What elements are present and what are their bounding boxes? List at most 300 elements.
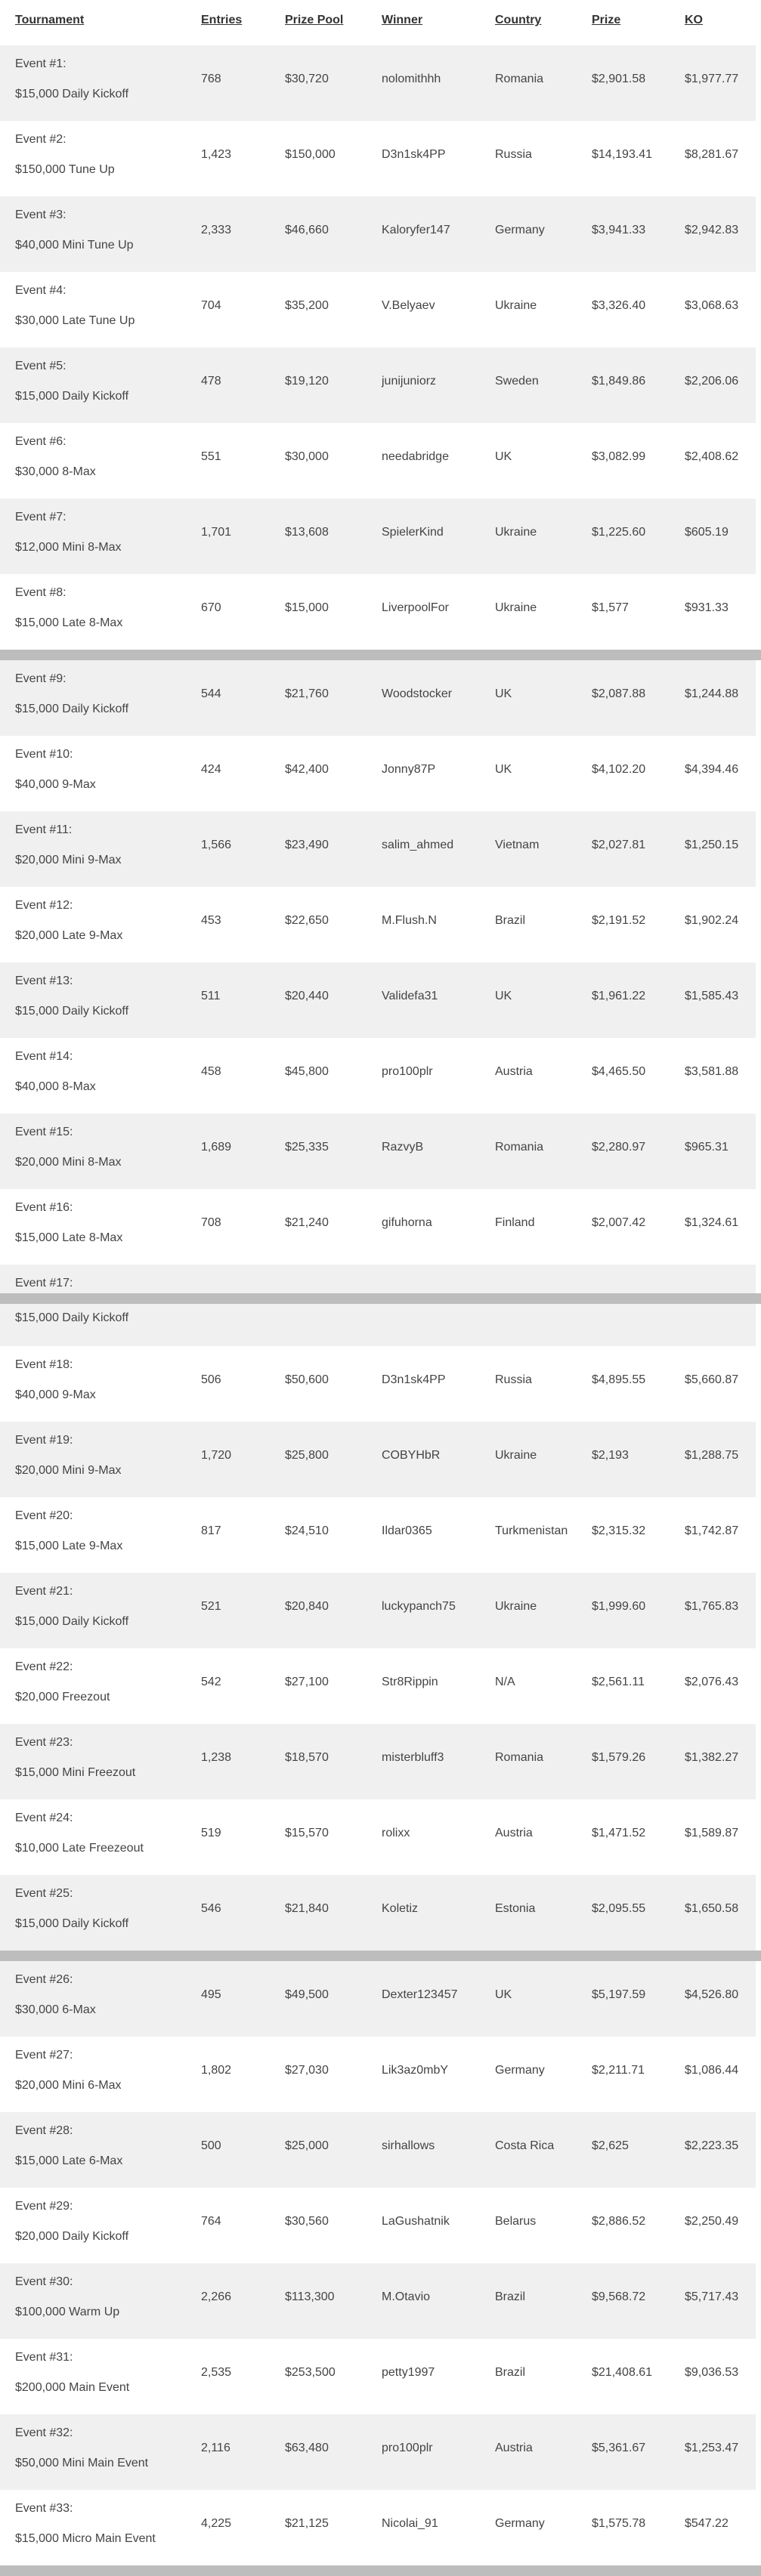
- prize-cell: $14,193.41: [592, 148, 653, 161]
- winner-cell: M.Flush.N: [382, 914, 437, 927]
- winner-cell: junijuniorz: [382, 375, 437, 388]
- country-cell: Germany: [495, 2064, 545, 2077]
- prize-cell: $3,941.33: [592, 224, 646, 236]
- header-country: Country: [495, 14, 542, 26]
- prize-pool-cell: $25,800: [285, 1449, 329, 1462]
- country-cell: Germany: [495, 2517, 545, 2530]
- table-row: [0, 1573, 756, 1648]
- entries-cell: 1,802: [201, 2064, 232, 2077]
- ko-cell: $931.33: [685, 601, 729, 614]
- prize-pool-cell: $21,125: [285, 2517, 329, 2530]
- tournament-name: $15,000 Daily Kickoff: [15, 1615, 129, 1628]
- tournament-name: $20,000 Mini 9-Max: [15, 854, 122, 866]
- event-number: Event #7:: [15, 511, 67, 524]
- header-tournament: Tournament: [15, 14, 85, 26]
- tournament-name: $10,000 Late Freezeout: [15, 1842, 144, 1855]
- table-row: [0, 1799, 756, 1875]
- tournament-name: $15,000 Daily Kickoff: [15, 390, 129, 403]
- tournament-name: $15,000 Late 8-Max: [15, 616, 123, 629]
- prize-cell: $2,561.11: [592, 1676, 645, 1688]
- prize-cell: $3,082.99: [592, 450, 646, 463]
- winner-cell: Woodstocker: [382, 687, 453, 700]
- winner-cell: Ildar0365: [382, 1524, 432, 1537]
- country-cell: Ukraine: [495, 1449, 537, 1462]
- table-row: [0, 1038, 756, 1113]
- event-number: Event #18:: [15, 1358, 73, 1371]
- prize-pool-cell: $150,000: [285, 148, 336, 161]
- prize-pool-cell: $46,660: [285, 224, 329, 236]
- prize-pool-cell: $19,120: [285, 375, 329, 388]
- table-row: [0, 2112, 756, 2188]
- entries-cell: 2,116: [201, 2442, 230, 2454]
- winner-cell: SpielerKind: [382, 526, 444, 539]
- event-number: Event #6:: [15, 435, 67, 448]
- ko-cell: $1,086.44: [685, 2064, 739, 2077]
- tournament-name: $12,000 Mini 8-Max: [15, 541, 122, 554]
- tournament-name: $30,000 8-Max: [15, 465, 96, 478]
- prize-cell: $2,625: [592, 2139, 629, 2152]
- table-row: [0, 1724, 756, 1799]
- ko-cell: $2,223.35: [685, 2139, 739, 2152]
- winner-cell: RazvyB: [382, 1141, 424, 1154]
- country-cell: Brazil: [495, 2366, 526, 2379]
- tournament-name: $15,000 Late 6-Max: [15, 2154, 123, 2167]
- entries-cell: 546: [201, 1902, 221, 1915]
- prize-pool-cell: $30,000: [285, 450, 329, 463]
- winner-cell: Nicolai_91: [382, 2517, 438, 2530]
- winner-cell: D3n1sk4PP: [382, 1373, 446, 1386]
- country-cell: Brazil: [495, 914, 526, 927]
- tournament-name: $15,000 Daily Kickoff: [15, 1005, 129, 1018]
- table-row: [0, 1189, 756, 1265]
- prize-pool-cell: $24,510: [285, 1524, 329, 1537]
- event-number: Event #32:: [15, 2426, 73, 2439]
- table-header: [0, 0, 756, 45]
- tournament-name: $150,000 Tune Up: [15, 163, 115, 176]
- tournament-name: $20,000 Freezout: [15, 1691, 110, 1703]
- prize-cell: $2,087.88: [592, 687, 646, 700]
- table-row: [0, 736, 756, 811]
- prize-pool-cell: $35,200: [285, 299, 329, 312]
- event-number: Event #14:: [15, 1050, 73, 1063]
- winner-cell: sirhallows: [382, 2139, 435, 2152]
- ko-cell: $1,902.24: [685, 914, 739, 927]
- prize-cell: $2,901.58: [592, 73, 646, 85]
- ko-cell: $1,288.75: [685, 1449, 739, 1462]
- event-number: Event #1:: [15, 57, 67, 70]
- section-divider: [0, 1951, 761, 1961]
- table-row: [0, 1113, 756, 1189]
- country-cell: UK: [495, 687, 512, 700]
- entries-cell: 817: [201, 1524, 221, 1537]
- tournament-name: $20,000 Mini 8-Max: [15, 1156, 122, 1169]
- prize-pool-cell: $20,840: [285, 1600, 329, 1613]
- table-row: [0, 1422, 756, 1497]
- entries-cell: 768: [201, 73, 221, 85]
- prize-cell: $5,361.67: [592, 2442, 646, 2454]
- country-cell: Germany: [495, 224, 545, 236]
- event-number: Event #25:: [15, 1887, 73, 1900]
- prize-pool-cell: $30,560: [285, 2215, 329, 2228]
- ko-cell: $547.22: [685, 2517, 729, 2530]
- header-prize-pool: Prize Pool: [285, 14, 344, 26]
- table-row: [0, 2263, 756, 2339]
- prize-pool-cell: $22,650: [285, 914, 329, 927]
- tournament-name: $20,000 Mini 9-Max: [15, 1464, 122, 1477]
- header-entries: Entries: [201, 14, 243, 26]
- ko-cell: $2,942.83: [685, 224, 739, 236]
- country-cell: Romania: [495, 1751, 544, 1764]
- prize-pool-cell: $21,240: [285, 1216, 329, 1229]
- prize-cell: $5,197.59: [592, 1988, 646, 2001]
- tournament-name: $15,000 Late 8-Max: [15, 1231, 123, 1244]
- event-number: Event #31:: [15, 2351, 73, 2364]
- event-number: Event #17:: [15, 1277, 73, 1290]
- tournament-name: $200,000 Main Event: [15, 2381, 130, 2394]
- country-cell: Russia: [495, 148, 532, 161]
- section-divider: [0, 1293, 761, 1304]
- tournament-name: $15,000 Daily Kickoff: [15, 1311, 129, 1324]
- prize-pool-cell: $253,500: [285, 2366, 336, 2379]
- prize-pool-cell: $113,300: [285, 2290, 335, 2303]
- winner-cell: misterbluff3: [382, 1751, 444, 1764]
- entries-cell: 544: [201, 687, 221, 700]
- tournament-name: $15,000 Mini Freezout: [15, 1766, 136, 1779]
- entries-cell: 519: [201, 1827, 221, 1839]
- table-row: [0, 2414, 756, 2490]
- tournament-name: $40,000 8-Max: [15, 1080, 96, 1093]
- country-cell: Russia: [495, 1373, 532, 1386]
- event-number: Event #9:: [15, 672, 67, 685]
- ko-cell: $2,408.62: [685, 450, 739, 463]
- entries-cell: 521: [201, 1600, 221, 1613]
- country-cell: UK: [495, 990, 512, 1002]
- country-cell: Austria: [495, 1065, 533, 1078]
- winner-cell: luckypanch75: [382, 1600, 456, 1613]
- winner-cell: needabridge: [382, 450, 449, 463]
- event-number: Event #33:: [15, 2502, 73, 2515]
- prize-cell: $2,007.42: [592, 1216, 646, 1229]
- prize-cell: $1,575.78: [592, 2517, 646, 2530]
- ko-cell: $8,281.67: [685, 148, 739, 161]
- prize-pool-cell: $30,720: [285, 73, 329, 85]
- ko-cell: $1,250.15: [685, 839, 739, 851]
- event-number: Event #15:: [15, 1126, 73, 1138]
- entries-cell: 453: [201, 914, 221, 927]
- prize-cell: $2,193: [592, 1449, 629, 1462]
- event-number: Event #16:: [15, 1201, 73, 1214]
- entries-cell: 500: [201, 2139, 221, 2152]
- winner-cell: Kaloryfer147: [382, 224, 450, 236]
- event-number: Event #13:: [15, 974, 73, 987]
- event-number: Event #20:: [15, 1509, 73, 1522]
- winner-cell: petty1997: [382, 2366, 435, 2379]
- prize-cell: $1,579.26: [592, 1751, 646, 1764]
- event-number: Event #8:: [15, 586, 67, 599]
- prize-cell: $1,225.60: [592, 526, 646, 539]
- event-number: Event #2:: [15, 133, 67, 146]
- entries-cell: 4,225: [201, 2517, 232, 2530]
- prize-pool-cell: $13,608: [285, 526, 329, 539]
- prize-pool-cell: $27,030: [285, 2064, 329, 2077]
- prize-cell: $2,095.55: [592, 1902, 646, 1915]
- event-number: Event #22:: [15, 1660, 73, 1673]
- event-number: Event #24:: [15, 1812, 73, 1824]
- tournament-name: $15,000 Daily Kickoff: [15, 88, 129, 100]
- prize-pool-cell: $50,600: [285, 1373, 329, 1386]
- tournament-name: $30,000 Late Tune Up: [15, 314, 135, 327]
- prize-cell: $1,961.22: [592, 990, 646, 1002]
- ko-cell: $1,977.77: [685, 73, 739, 85]
- ko-cell: $965.31: [685, 1141, 729, 1154]
- table-row: [0, 499, 756, 574]
- entries-cell: 2,333: [201, 224, 232, 236]
- country-cell: Brazil: [495, 2290, 526, 2303]
- prize-pool-cell: $45,800: [285, 1065, 329, 1078]
- table-row: [0, 121, 756, 196]
- ko-cell: $3,068.63: [685, 299, 739, 312]
- table-row: [0, 811, 756, 887]
- country-cell: N/A: [495, 1676, 515, 1688]
- winner-cell: D3n1sk4PP: [382, 148, 446, 161]
- table-row: [0, 2490, 756, 2565]
- entries-cell: 478: [201, 375, 221, 388]
- winner-cell: Koletiz: [382, 1902, 419, 1915]
- entries-cell: 542: [201, 1676, 221, 1688]
- ko-cell: $605.19: [685, 526, 729, 539]
- event-number: Event #26:: [15, 1973, 73, 1986]
- prize-cell: $4,895.55: [592, 1373, 646, 1386]
- country-cell: Sweden: [495, 375, 539, 388]
- tournament-name: $20,000 Mini 6-Max: [15, 2079, 122, 2092]
- prize-pool-cell: $21,840: [285, 1902, 329, 1915]
- prize-pool-cell: $27,100: [285, 1676, 329, 1688]
- table-row: [0, 2188, 756, 2263]
- country-cell: Vietnam: [495, 839, 540, 851]
- table-row: [0, 1265, 756, 1293]
- tournament-name: $100,000 Warm Up: [15, 2306, 120, 2318]
- prize-cell: $2,191.52: [592, 914, 646, 927]
- country-cell: Romania: [495, 1141, 544, 1154]
- event-number: Event #30:: [15, 2275, 73, 2288]
- country-cell: UK: [495, 1988, 512, 2001]
- winner-cell: pro100plr: [382, 1065, 433, 1078]
- event-number: Event #29:: [15, 2200, 73, 2213]
- entries-cell: 704: [201, 299, 221, 312]
- country-cell: Austria: [495, 2442, 533, 2454]
- table-row: [0, 574, 756, 650]
- winner-cell: V.Belyaev: [382, 299, 435, 312]
- entries-cell: 495: [201, 1988, 221, 2001]
- entries-cell: 670: [201, 601, 221, 614]
- prize-pool-cell: $15,570: [285, 1827, 329, 1839]
- table-row: [0, 1875, 756, 1951]
- ko-cell: $1,244.88: [685, 687, 739, 700]
- ko-cell: $1,585.43: [685, 990, 739, 1002]
- table-row: [0, 887, 756, 962]
- prize-cell: $2,211.71: [592, 2064, 645, 2077]
- table-row: [0, 423, 756, 499]
- ko-cell: $1,742.87: [685, 1524, 739, 1537]
- winner-cell: gifuhorna: [382, 1216, 432, 1229]
- entries-cell: 458: [201, 1065, 221, 1078]
- section-divider: [0, 2565, 761, 2576]
- event-number: Event #12:: [15, 899, 73, 912]
- entries-cell: 2,535: [201, 2366, 232, 2379]
- event-number: Event #10:: [15, 748, 73, 761]
- ko-cell: $5,660.87: [685, 1373, 739, 1386]
- prize-cell: $2,886.52: [592, 2215, 646, 2228]
- tournament-name: $30,000 6-Max: [15, 2003, 96, 2016]
- prize-cell: $1,849.86: [592, 375, 646, 388]
- country-cell: Ukraine: [495, 526, 537, 539]
- ko-cell: $1,382.27: [685, 1751, 739, 1764]
- table-row: [0, 1961, 756, 2037]
- table-row: [0, 1648, 756, 1724]
- entries-cell: 708: [201, 1216, 221, 1229]
- ko-cell: $4,526.80: [685, 1988, 739, 2001]
- tournament-name: $15,000 Late 9-Max: [15, 1540, 123, 1552]
- country-cell: Romania: [495, 73, 544, 85]
- event-number: Event #5:: [15, 360, 67, 372]
- prize-pool-cell: $49,500: [285, 1988, 329, 2001]
- tournament-name: $20,000 Late 9-Max: [15, 929, 123, 942]
- table-row: [0, 272, 756, 347]
- ko-cell: $2,076.43: [685, 1676, 739, 1688]
- entries-cell: 764: [201, 2215, 221, 2228]
- prize-pool-cell: $63,480: [285, 2442, 329, 2454]
- ko-cell: $3,581.88: [685, 1065, 739, 1078]
- winner-cell: LiverpoolFor: [382, 601, 449, 614]
- table-row: [0, 660, 756, 736]
- ko-cell: $1,253.47: [685, 2442, 739, 2454]
- entries-cell: 511: [201, 990, 221, 1002]
- prize-pool-cell: $21,760: [285, 687, 329, 700]
- prize-pool-cell: $42,400: [285, 763, 329, 776]
- tournament-name: $15,000 Micro Main Event: [15, 2532, 156, 2545]
- prize-cell: $2,027.81: [592, 839, 646, 851]
- header-prize: Prize: [592, 14, 621, 26]
- prize-cell: $1,577: [592, 601, 629, 614]
- winner-cell: rolixx: [382, 1827, 410, 1839]
- section-divider: [0, 650, 761, 660]
- country-cell: Ukraine: [495, 601, 537, 614]
- entries-cell: 1,566: [201, 839, 232, 851]
- entries-cell: 2,266: [201, 2290, 232, 2303]
- tournament-name: $15,000 Daily Kickoff: [15, 1917, 129, 1930]
- country-cell: Ukraine: [495, 299, 537, 312]
- country-cell: Finland: [495, 1216, 535, 1229]
- table-row: [0, 196, 756, 272]
- entries-cell: 1,238: [201, 1751, 232, 1764]
- entries-cell: 1,423: [201, 148, 232, 161]
- country-cell: Turkmenistan: [495, 1524, 568, 1537]
- tournament-name: $15,000 Daily Kickoff: [15, 703, 129, 715]
- tournament-name: $40,000 9-Max: [15, 1388, 96, 1401]
- ko-cell: $2,250.49: [685, 2215, 739, 2228]
- prize-cell: $1,999.60: [592, 1600, 646, 1613]
- ko-cell: $4,394.46: [685, 763, 739, 776]
- event-number: Event #4:: [15, 284, 67, 297]
- winner-cell: Validefa31: [382, 990, 438, 1002]
- event-number: Event #23:: [15, 1736, 73, 1749]
- table-row: [0, 1346, 756, 1422]
- country-cell: Belarus: [495, 2215, 537, 2228]
- winner-cell: Str8Rippin: [382, 1676, 438, 1688]
- prize-pool-cell: $23,490: [285, 839, 329, 851]
- winner-cell: Jonny87P: [382, 763, 436, 776]
- winner-cell: salim_ahmed: [382, 839, 454, 851]
- winner-cell: Dexter123457: [382, 1988, 458, 2001]
- table-row: [0, 962, 756, 1038]
- table-row: [0, 45, 756, 121]
- prize-pool-cell: $25,335: [285, 1141, 329, 1154]
- prize-cell: $2,315.32: [592, 1524, 646, 1537]
- prize-cell: $3,326.40: [592, 299, 646, 312]
- event-number: Event #19:: [15, 1434, 73, 1447]
- prize-pool-cell: $25,000: [285, 2139, 329, 2152]
- prize-pool-cell: $20,440: [285, 990, 329, 1002]
- entries-cell: 551: [201, 450, 221, 463]
- table-row-continued: [0, 1304, 756, 1346]
- tournament-name: $20,000 Daily Kickoff: [15, 2230, 129, 2243]
- ko-cell: $9,036.53: [685, 2366, 739, 2379]
- winner-cell: nolomithhh: [382, 73, 441, 85]
- entries-cell: 1,689: [201, 1141, 232, 1154]
- event-number: Event #27:: [15, 2049, 73, 2062]
- country-cell: Ukraine: [495, 1600, 537, 1613]
- tournament-name: $50,000 Mini Main Event: [15, 2457, 149, 2469]
- ko-cell: $2,206.06: [685, 375, 739, 388]
- winner-cell: LaGushatnik: [382, 2215, 450, 2228]
- winner-cell: M.Otavio: [382, 2290, 431, 2303]
- table-row: [0, 2339, 756, 2414]
- entries-cell: 424: [201, 763, 221, 776]
- prize-cell: $9,568.72: [592, 2290, 646, 2303]
- country-cell: UK: [495, 763, 512, 776]
- country-cell: Austria: [495, 1827, 533, 1839]
- winner-cell: COBYHbR: [382, 1449, 441, 1462]
- prize-cell: $1,471.52: [592, 1827, 646, 1839]
- table-body: [0, 45, 761, 2576]
- table-row: [0, 1497, 756, 1573]
- prize-pool-cell: $18,570: [285, 1751, 329, 1764]
- table-row: [0, 2037, 756, 2112]
- prize-pool-cell: $15,000: [285, 601, 329, 614]
- header-ko: KO: [685, 14, 703, 26]
- ko-cell: $1,650.58: [685, 1902, 739, 1915]
- ko-cell: $1,589.87: [685, 1827, 739, 1839]
- prize-cell: $2,280.97: [592, 1141, 646, 1154]
- country-cell: UK: [495, 450, 512, 463]
- prize-cell: $21,408.61: [592, 2366, 653, 2379]
- country-cell: Costa Rica: [495, 2139, 555, 2152]
- ko-cell: $5,717.43: [685, 2290, 739, 2303]
- event-number: Event #21:: [15, 1585, 73, 1598]
- entries-cell: 1,720: [201, 1449, 232, 1462]
- country-cell: Estonia: [495, 1902, 536, 1915]
- ko-cell: $1,765.83: [685, 1600, 739, 1613]
- tournament-name: $40,000 Mini Tune Up: [15, 239, 134, 252]
- winner-cell: pro100plr: [382, 2442, 433, 2454]
- event-number: Event #3:: [15, 208, 67, 221]
- prize-cell: $4,465.50: [592, 1065, 646, 1078]
- event-number: Event #11:: [15, 823, 73, 836]
- header-winner: Winner: [382, 14, 423, 26]
- entries-cell: 506: [201, 1373, 221, 1386]
- entries-cell: 1,701: [201, 526, 232, 539]
- prize-cell: $4,102.20: [592, 763, 646, 776]
